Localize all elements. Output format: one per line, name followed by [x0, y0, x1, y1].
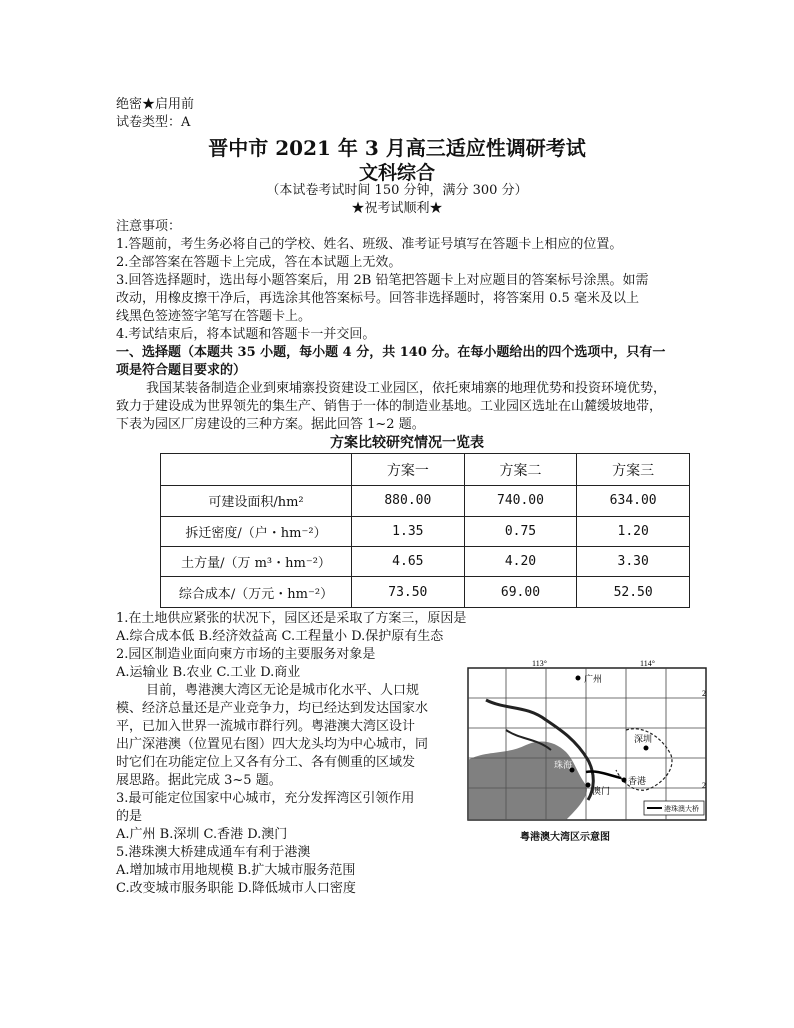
good-luck: ★祝考试顺利★ — [351, 201, 443, 216]
table-header-cell: 方案二 — [464, 454, 577, 486]
note-item: 3.回答选择题时，选出每小题答案后，用 2B 铅笔把答题卡上对应题目的答案标号涂黑。如需 — [116, 273, 649, 288]
paper-type: 试卷类型：A — [116, 115, 191, 130]
question-5: 5.港珠澳大桥建成通车有利于港澳 — [116, 845, 311, 860]
city-label-zhuhai: 珠海 — [554, 760, 573, 770]
table-header-cell: 方案一 — [352, 454, 465, 486]
table-cell: 1.35 — [352, 516, 465, 546]
city-dot — [576, 676, 581, 681]
table-cell: 740.00 — [464, 486, 577, 516]
lat-label: 2 — [702, 781, 706, 790]
city-label-guangzhou: 广州 — [584, 674, 603, 684]
note-item: 1.答题前，考生务必将自己的学校、姓名、班级、准考证号填写在答题卡上相应的位置。 — [116, 237, 623, 252]
question-3-cont: 的是 — [116, 809, 143, 824]
table-row — [161, 486, 690, 516]
gba-map — [466, 660, 710, 824]
table-header-cell — [161, 454, 352, 486]
table-row — [161, 577, 690, 608]
question-5-options: A.增加城市用地规模 B.扩大城市服务范围 — [116, 863, 356, 878]
table-cell: 4.20 — [464, 546, 577, 576]
city-dot — [622, 778, 627, 783]
passage-line: 平，已加入世界一流城市群行列。粤港澳大湾区设计 — [116, 719, 416, 734]
question-3: 3.最可能定位国家中心城市，充分发挥湾区引领作用 — [116, 791, 415, 806]
table-header-cell: 方案三 — [577, 454, 690, 486]
exam-title: 晋中市 2021 年 3 月高三适应性调研考试 — [208, 136, 586, 160]
map-caption: 粤港澳大湾区示意图 — [520, 832, 610, 843]
passage-line: 出广深港澳（位置见右图）四大龙头均为中心城市，同 — [116, 737, 429, 752]
notes-heading: 注意事项： — [116, 219, 182, 234]
table-cell: 73.50 — [352, 577, 465, 608]
city-label-shenzhen: 深圳 — [634, 734, 653, 744]
passage-line: 模、经济总量还是产业竞争力，均已经达到发达国家水 — [116, 701, 429, 716]
question-1-options: A.综合成本低 B.经济效益高 C.工程量小 D.保护原有生态 — [116, 629, 444, 644]
note-item: 2.全部答案在答题卡上完成，答在本试题上无效。 — [116, 255, 402, 270]
intro-text: 致力于建设成为世界领先的集生产、销售于一体的制造业基地。工业园区选址在山麓缓坡地带， — [116, 399, 663, 414]
note-item: 线黑色签迹签字笔写在答题卡上。 — [116, 309, 312, 324]
section-heading: 一、选择题（本题共 35 小题，每小题 4 分，共 140 分。在每小题给出的四个选项中，只有一 — [116, 345, 666, 360]
question-5-options: C.改变城市服务职能 D.降低城市人口密度 — [116, 881, 356, 896]
row-label: 综合成本/（万元・hm⁻²） — [161, 577, 352, 608]
table-row — [161, 546, 690, 576]
table-title: 方案比较研究情况一览表 — [330, 435, 484, 451]
passage-line: 目前，粤港澳大湾区无论是城市化水平、人口规 — [146, 683, 420, 698]
note-item: 4.考试结束后，将本试题和答题卡一并交回。 — [116, 327, 376, 342]
table-header-row — [161, 454, 690, 486]
note-item: 改动，用橡皮擦干净后，再选涂其他答案标号。回答非选择题时，将答案用 0.5 毫米及以上 — [116, 291, 639, 306]
question-3-options: A.广州 B.深圳 C.香港 D.澳门 — [116, 827, 288, 842]
question-2: 2.园区制造业面向柬方市场的主要服务对象是 — [116, 647, 376, 662]
city-dot — [644, 746, 649, 751]
passage-line: 展思路。据此完成 3~5 题。 — [116, 773, 282, 788]
lon-label: 113° — [532, 660, 547, 668]
comparison-table — [160, 453, 690, 608]
table-cell: 3.30 — [577, 546, 690, 576]
table-row — [161, 516, 690, 546]
table-cell: 880.00 — [352, 486, 465, 516]
table-cell: 0.75 — [464, 516, 577, 546]
lat-label: 2 — [702, 689, 706, 698]
lon-label: 114° — [640, 660, 655, 668]
row-label: 拆迁密度/（户・hm⁻²） — [161, 516, 352, 546]
intro-text: 我国某装备制造企业到柬埔寨投资建设工业园区，依托柬埔寨的地理优势和投资环境优势， — [146, 381, 667, 396]
secret-label: 绝密★启用前 — [116, 97, 195, 112]
table-cell: 634.00 — [577, 486, 690, 516]
legend-label: 港珠澳大桥 — [664, 805, 699, 813]
row-label: 土方量/（万 m³・hm⁻²） — [161, 546, 352, 576]
section-heading-cont: 项是符合题目要求的） — [116, 363, 247, 378]
time-note: （本试卷考试时间 150 分钟，满分 300 分） — [266, 183, 528, 198]
table-cell: 1.20 — [577, 516, 690, 546]
question-1: 1.在土地供应紧张的状况下，园区还是采取了方案三，原因是 — [116, 611, 467, 626]
subject-title: 文科综合 — [358, 162, 435, 184]
question-2-options: A.运输业 B.农业 C.工业 D.商业 — [116, 665, 301, 680]
city-dot — [586, 783, 591, 788]
row-label: 可建设面积/hm² — [161, 486, 352, 516]
city-label-hongkong: 香港 — [628, 776, 647, 786]
intro-text: 下表为园区厂房建设的三种方案。据此回答 1~2 题。 — [116, 417, 425, 432]
table-cell: 69.00 — [464, 577, 577, 608]
city-label-macau: 澳门 — [592, 786, 611, 796]
table-cell: 52.50 — [577, 577, 690, 608]
table-cell: 4.65 — [352, 546, 465, 576]
passage-line: 时它们在功能定位上又各有分工、各有侧重的区域发 — [116, 755, 416, 770]
